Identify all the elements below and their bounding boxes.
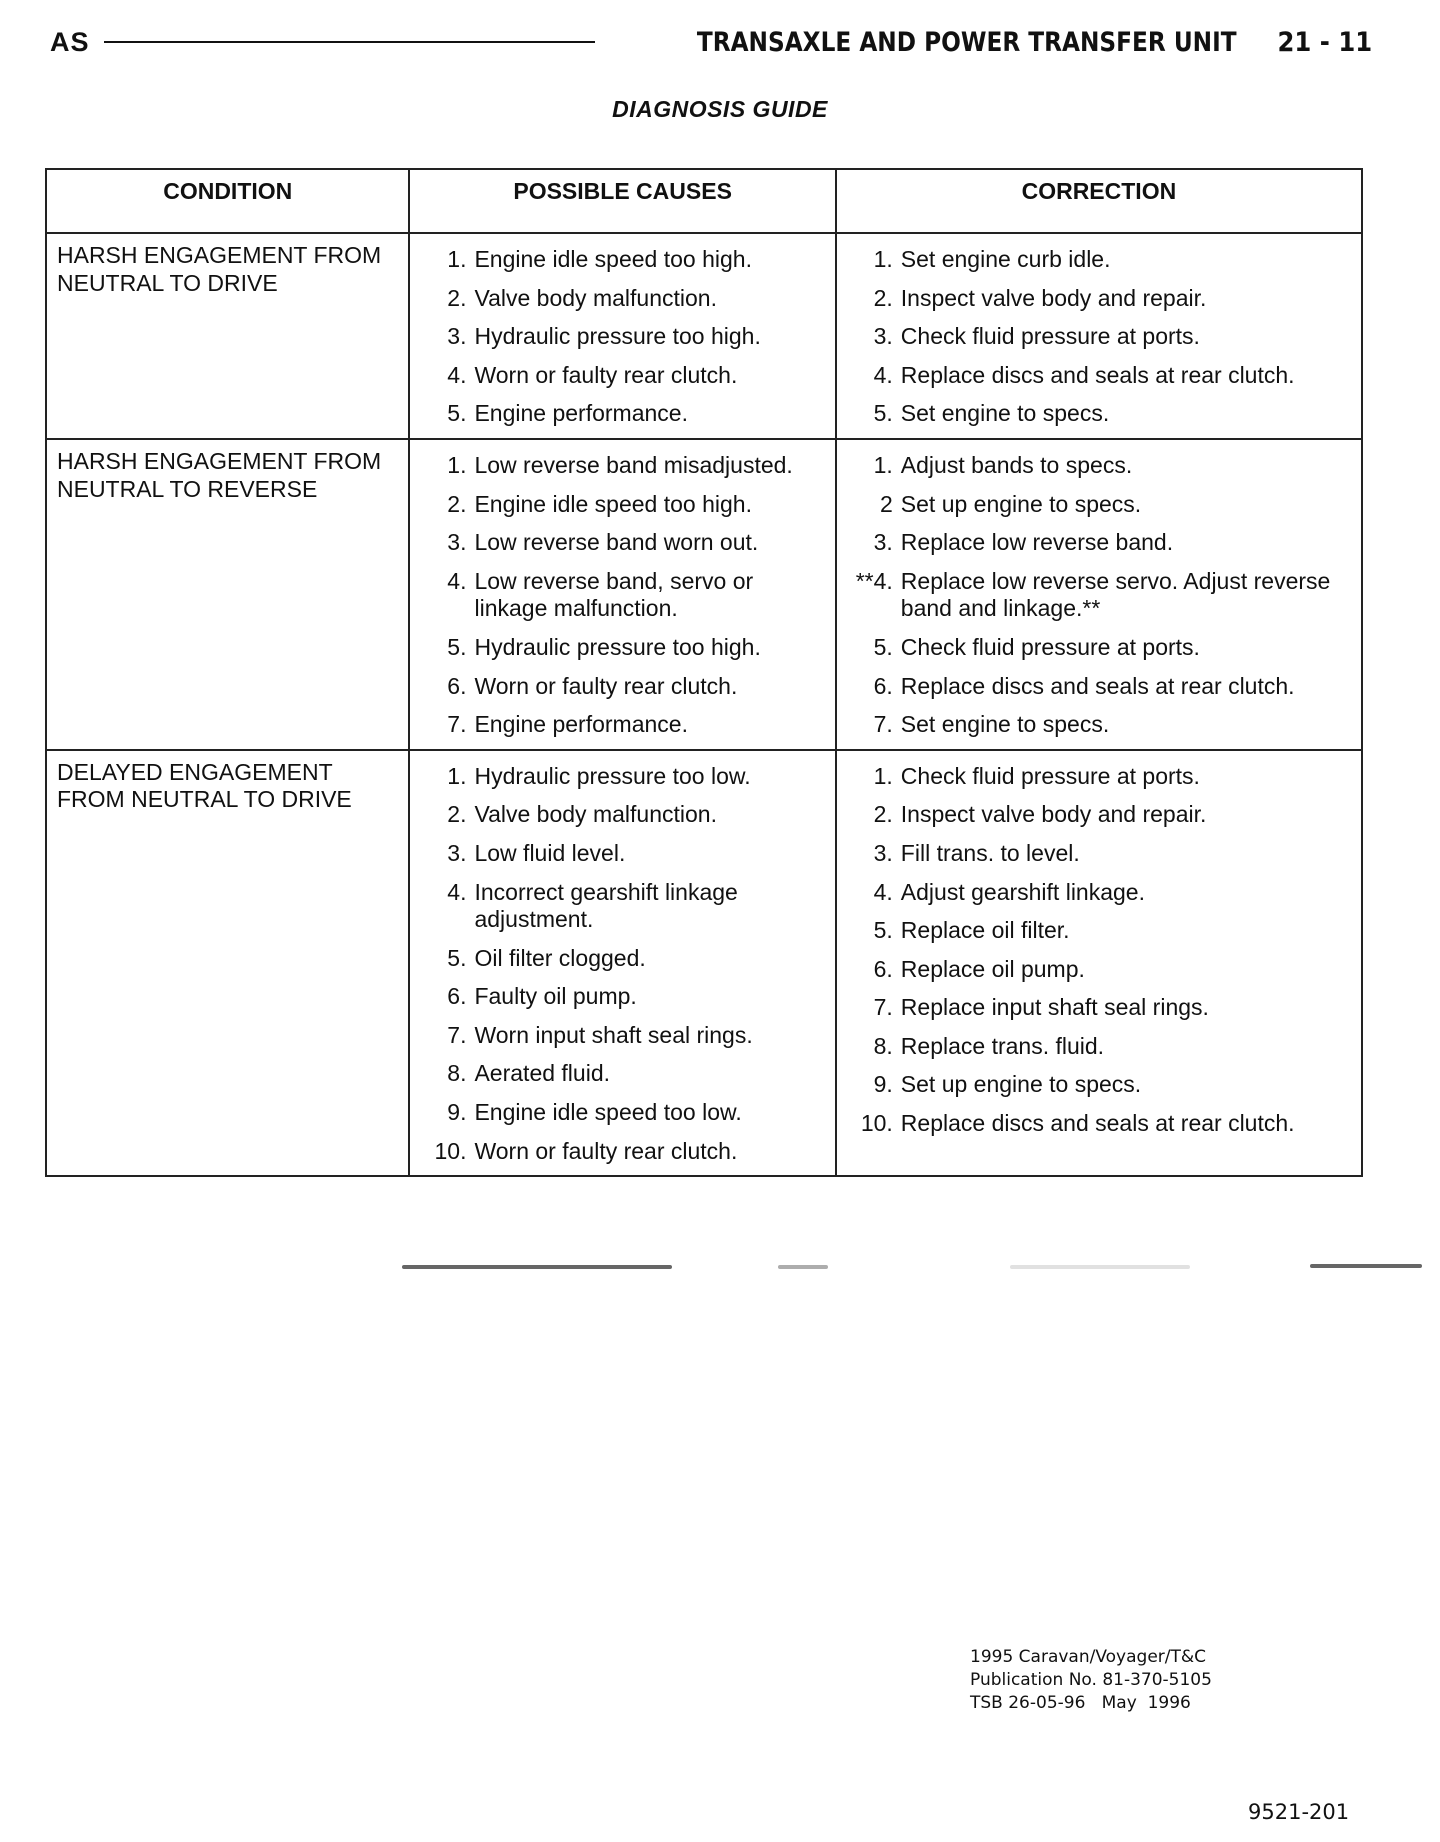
item-number: 3. (873, 529, 893, 556)
cause-item (420, 400, 824, 428)
correction-item (847, 994, 1351, 1022)
correction-item (847, 362, 1351, 390)
item-text: Replace low reverse band. (900, 529, 1174, 556)
table-row (46, 439, 1362, 750)
correction-item (847, 568, 1351, 623)
item-text: Set engine to specs. (900, 711, 1110, 738)
item-number: 9. (447, 1099, 467, 1126)
item-text: Replace input shaft seal rings. (900, 994, 1209, 1021)
scan-streak (778, 1265, 828, 1269)
header-rule (104, 41, 596, 43)
cause-item (420, 879, 824, 934)
item-number: 2. (447, 801, 467, 828)
item-text: Engine idle speed too high. (474, 490, 752, 517)
item-text: Incorrect gearshift linkage adjustment. (474, 878, 738, 933)
page-number: 21 - 11 (1277, 26, 1372, 58)
correction-item (847, 879, 1351, 907)
cause-item (420, 1022, 824, 1050)
cause-item (420, 246, 824, 274)
item-text: Adjust gearshift linkage. (900, 878, 1145, 905)
correction-item (847, 491, 1351, 519)
cause-item (420, 945, 824, 973)
cause-item (420, 529, 824, 557)
scan-streak (1010, 1265, 1190, 1269)
item-number: 4. (873, 361, 893, 388)
item-text: Replace discs and seals at rear clutch. (900, 1110, 1295, 1137)
item-number: 7. (447, 711, 467, 738)
item-text: Engine performance. (474, 711, 688, 738)
correction-item (847, 956, 1351, 984)
publication-info (970, 1646, 1212, 1715)
item-text: Engine performance. (474, 400, 688, 427)
item-text: Inspect valve body and repair. (900, 801, 1207, 828)
correction-item (847, 711, 1351, 739)
page-header (50, 22, 1372, 62)
cause-item (420, 801, 824, 829)
correction-item (847, 840, 1351, 868)
correction-item (847, 673, 1351, 701)
correction-item (847, 400, 1351, 428)
condition-cell: HARSH ENGAGEMENT FROM NEUTRAL TO DRIVE (46, 233, 409, 439)
correction-item (847, 246, 1351, 274)
item-number: 2. (447, 490, 467, 517)
guide-title: DIAGNOSIS GUIDE (612, 96, 828, 122)
item-text: Check fluid pressure at ports. (900, 633, 1200, 660)
causes-cell (409, 233, 835, 439)
item-number: 3. (447, 839, 467, 866)
section-title: TRANSAXLE AND POWER TRANSFER UNIT (697, 26, 1237, 58)
item-number: 5. (873, 917, 893, 944)
cause-item (420, 285, 824, 313)
cause-item (420, 634, 824, 662)
cause-item (420, 763, 824, 791)
item-number: 4. (447, 361, 467, 388)
item-text: Fill trans. to level. (900, 839, 1080, 866)
corrs-cell (836, 233, 1362, 439)
scan-streak (1310, 1264, 1422, 1268)
item-text: Worn input shaft seal rings. (474, 1021, 753, 1048)
column-header-condition: CONDITION (46, 169, 409, 233)
item-number: **4. (855, 567, 893, 594)
item-text: Engine idle speed too high. (474, 246, 752, 272)
item-text: Inspect valve body and repair. (900, 284, 1207, 311)
correction-item (847, 452, 1351, 480)
item-number: 5. (447, 633, 467, 660)
cause-item (420, 452, 824, 480)
publication-line: Publication No. 81-370-5105 (970, 1669, 1212, 1690)
item-number: 10. (434, 1137, 467, 1164)
diagnosis-table (45, 168, 1363, 1177)
cause-item (420, 568, 824, 623)
item-number: 6. (447, 983, 467, 1010)
item-text: Worn or faulty rear clutch. (474, 1137, 738, 1164)
column-header-causes: POSSIBLE CAUSES (409, 169, 835, 233)
item-number: 1. (873, 246, 893, 272)
causes-cell (409, 439, 835, 750)
document-number: 9521-201 (1248, 1800, 1350, 1824)
item-number: 1. (447, 246, 467, 272)
item-number: 1. (873, 762, 893, 789)
cause-item (420, 1138, 824, 1166)
item-text: Worn or faulty rear clutch. (474, 361, 738, 388)
item-number: 4. (873, 878, 893, 905)
item-number: 5. (447, 400, 467, 427)
item-text: Low reverse band misadjusted. (474, 451, 793, 478)
item-number: 7. (873, 994, 893, 1021)
item-text: Engine idle speed too low. (474, 1099, 742, 1126)
cause-item (420, 711, 824, 739)
correction-item (847, 1071, 1351, 1099)
item-text: Aerated fluid. (474, 1060, 610, 1087)
cause-item (420, 983, 824, 1011)
item-number: 5. (873, 633, 893, 660)
table-header-row (46, 169, 1362, 233)
table-row (46, 233, 1362, 439)
table-row (46, 750, 1362, 1177)
correction-item (847, 529, 1351, 557)
item-text: Replace oil filter. (900, 917, 1070, 944)
item-text: Worn or faulty rear clutch. (474, 672, 738, 699)
item-text: Set up engine to specs. (900, 490, 1142, 517)
item-number: 3. (873, 839, 893, 866)
item-text: Oil filter clogged. (474, 944, 646, 971)
cause-item (420, 1099, 824, 1127)
item-text: Valve body malfunction. (474, 284, 717, 311)
item-number: 5. (873, 400, 893, 427)
item-number: 2 (880, 490, 893, 517)
causes-cell (409, 750, 835, 1177)
item-text: Adjust bands to specs. (900, 451, 1133, 478)
correction-item (847, 285, 1351, 313)
item-text: Hydraulic pressure too low. (474, 762, 751, 789)
item-number: 2. (447, 284, 467, 311)
column-header-correction: CORRECTION (836, 169, 1362, 233)
correction-item (847, 917, 1351, 945)
item-text: Check fluid pressure at ports. (900, 323, 1200, 350)
condition-cell: HARSH ENGAGEMENT FROM NEUTRAL TO REVERSE (46, 439, 409, 750)
section-code: AS (50, 26, 90, 57)
item-number: 8. (447, 1060, 467, 1087)
table-body (46, 233, 1362, 1176)
publication-line: 1995 Caravan/Voyager/T&C (970, 1647, 1207, 1667)
item-text: Faulty oil pump. (474, 983, 637, 1010)
item-number: 7. (447, 1021, 467, 1048)
corrs-cell (836, 750, 1362, 1177)
correction-item (847, 323, 1351, 351)
item-text: Hydraulic pressure too high. (474, 633, 761, 660)
item-text: Check fluid pressure at ports. (900, 762, 1200, 789)
item-number: 1. (447, 762, 467, 789)
item-text: Valve body malfunction. (474, 801, 717, 828)
item-text: Replace oil pump. (900, 955, 1085, 982)
item-text: Replace low reverse servo. Adjust reverse band and linkage.** (900, 567, 1331, 622)
item-number: 6. (447, 672, 467, 699)
correction-item (847, 1110, 1351, 1138)
item-number: 2. (873, 284, 893, 311)
item-text: Hydraulic pressure too high. (474, 323, 761, 350)
publication-line: TSB 26-05-96 May 1996 (970, 1692, 1191, 1713)
correction-item (847, 1033, 1351, 1061)
item-number: 1. (447, 451, 467, 478)
item-number: 10. (860, 1110, 893, 1137)
item-text: Set engine curb idle. (900, 246, 1111, 272)
corrs-cell (836, 439, 1362, 750)
item-number: 7. (873, 711, 893, 738)
item-number: 3. (447, 323, 467, 350)
item-text: Low fluid level. (474, 839, 626, 866)
item-number: 3. (447, 529, 467, 556)
item-number: 8. (873, 1032, 893, 1059)
item-text: Replace discs and seals at rear clutch. (900, 672, 1295, 699)
item-text: Set up engine to specs. (900, 1071, 1142, 1098)
cause-item (420, 491, 824, 519)
item-number: 4. (447, 878, 467, 905)
item-number: 6. (873, 672, 893, 699)
item-number: 9. (873, 1071, 893, 1098)
correction-item (847, 801, 1351, 829)
item-number: 6. (873, 955, 893, 982)
correction-item (847, 763, 1351, 791)
item-number: 5. (447, 944, 467, 971)
cause-item (420, 323, 824, 351)
cause-item (420, 1060, 824, 1088)
condition-cell: DELAYED ENGAGEMENT FROM NEUTRAL TO DRIVE (46, 750, 409, 1177)
correction-item (847, 634, 1351, 662)
item-number: 2. (873, 801, 893, 828)
cause-item (420, 362, 824, 390)
item-text: Replace discs and seals at rear clutch. (900, 361, 1295, 388)
item-number: 4. (447, 567, 467, 594)
cause-item (420, 840, 824, 868)
item-text: Set engine to specs. (900, 400, 1110, 427)
item-text: Replace trans. fluid. (900, 1032, 1105, 1059)
item-text: Low reverse band worn out. (474, 529, 759, 556)
item-text: Low reverse band, servo or linkage malfunction. (474, 567, 754, 622)
item-number: 1. (873, 451, 893, 478)
scan-streak (402, 1265, 672, 1269)
cause-item (420, 673, 824, 701)
item-number: 3. (873, 323, 893, 350)
